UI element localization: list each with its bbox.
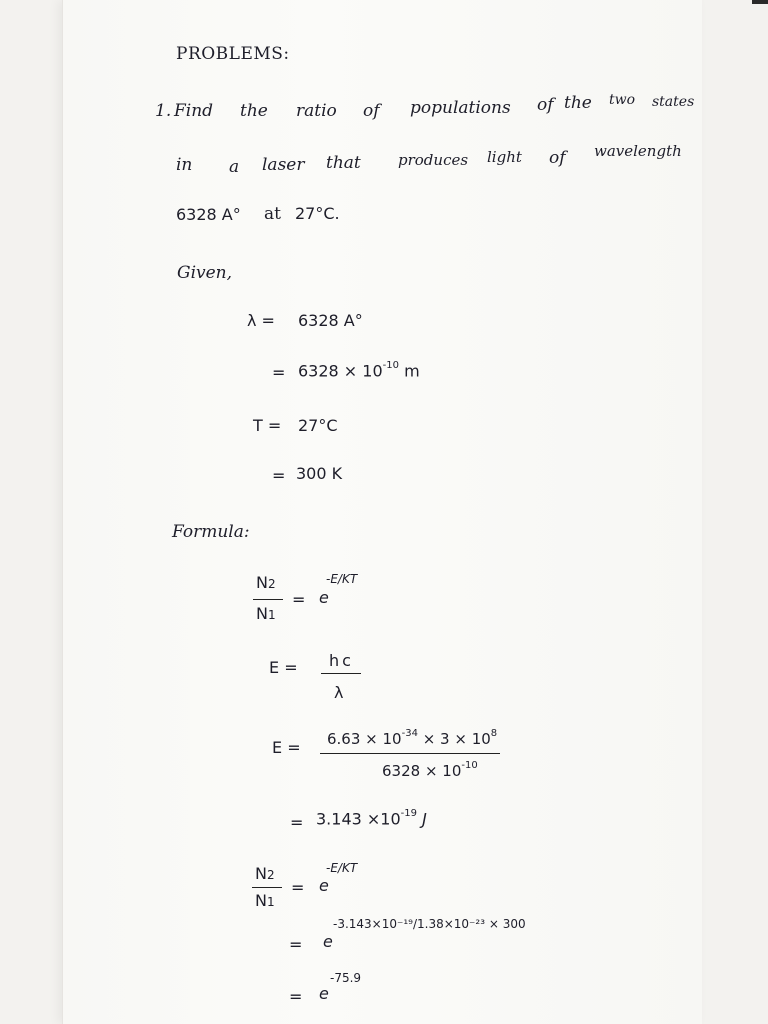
problem-word: the (240, 101, 268, 121)
energy-result (316, 808, 427, 829)
numerator-light-speed: × 3 × 10 (422, 730, 491, 748)
numerator-planck: 6.63 × 10 (327, 730, 402, 748)
n2-subscript: 2 (266, 868, 275, 882)
energy-result-exponent: -19 (400, 808, 417, 819)
fraction-bar (321, 673, 361, 674)
temperature-kelvin: 300 K (296, 464, 343, 483)
page-margin-line (62, 0, 63, 1024)
exponential-base: e (323, 932, 333, 951)
calc-denominator (382, 760, 478, 780)
temperature-lhs: T = (253, 416, 282, 435)
fraction-bar (252, 887, 282, 888)
fraction-bar (253, 599, 283, 600)
lambda-lhs: λ = (247, 311, 275, 330)
temperature-celsius: 27°C (298, 416, 338, 435)
problem-word: that (326, 153, 361, 173)
exponent: -E/KT (326, 861, 358, 875)
formula-label: Formula: (172, 522, 250, 542)
problem-word: the (564, 93, 592, 113)
n2-symbol: N (255, 864, 267, 883)
equals-sign: = (272, 363, 286, 382)
lambda-value: 6328 A° (298, 311, 363, 330)
problem-word: of (537, 95, 554, 115)
lambda-meters-base: 6328 × 10 (298, 361, 383, 381)
energy-result-unit: J (422, 809, 427, 829)
problem-word: of (549, 148, 566, 168)
problem-word: states (652, 94, 695, 110)
equals-sign: = (292, 590, 306, 609)
exponential-base: e (319, 876, 329, 895)
n2-subscript: 2 (267, 577, 276, 591)
heading: PROBLEMS: (176, 44, 290, 64)
problem-word: ratio (296, 101, 337, 121)
problem-word: laser (262, 155, 305, 175)
n1-subscript: 1 (267, 608, 276, 622)
n1-symbol: N (256, 604, 268, 623)
n1-subscript: 1 (266, 895, 275, 909)
exponential-base: e (319, 984, 329, 1003)
numerator-light-speed-exponent: 8 (490, 728, 498, 739)
equals-sign: = (290, 813, 304, 832)
problem-word: of (363, 101, 380, 121)
exponential-base: e (319, 588, 329, 607)
given-label: Given, (177, 263, 233, 283)
equals-sign: = (289, 935, 303, 954)
fraction-numerator (256, 575, 276, 591)
problem-value: 6328 A° (176, 205, 241, 224)
problem-word: light (487, 148, 522, 166)
n2-symbol: N (256, 573, 268, 592)
problem-word: populations (410, 98, 511, 118)
lambda-denominator: λ (334, 683, 344, 702)
lambda-meters (298, 360, 420, 381)
denominator-base: 6328 × 10 (382, 762, 462, 780)
problem-word: a (229, 157, 240, 177)
lambda-meters-exponent: -10 (382, 360, 399, 371)
fraction-denominator (256, 606, 276, 622)
problem-word: two (609, 92, 636, 108)
fraction-denominator (255, 893, 275, 909)
problem-word: Find (174, 101, 214, 121)
problem-word: produces (398, 151, 469, 169)
energy-lhs: E = (269, 658, 298, 677)
exponent-final: -75.9 (330, 971, 362, 985)
lambda-meters-unit: m (404, 361, 420, 381)
page-edge-mark (752, 0, 768, 4)
equals-sign: = (291, 878, 305, 897)
problem-word: wavelength (594, 142, 682, 160)
exponent-substituted: -3.143×10⁻¹⁹/1.38×10⁻²³ × 300 (333, 917, 526, 931)
n1-symbol: N (255, 891, 267, 910)
exponent: -E/KT (326, 572, 358, 586)
fraction-bar (320, 753, 500, 754)
fraction-numerator (255, 866, 275, 882)
numerator-planck-exponent: -34 (401, 728, 418, 739)
problem-number: 1. (155, 101, 172, 121)
energy-result-base: 3.143 ×10 (316, 809, 401, 829)
problem-word: at (264, 204, 281, 224)
problem-word: in (176, 155, 193, 175)
denominator-exponent: -10 (461, 760, 478, 771)
problem-value: 27°C. (295, 204, 340, 223)
planck-numerator: hc (329, 651, 354, 670)
calc-numerator (327, 728, 498, 748)
energy-lhs: E = (272, 738, 301, 757)
equals-sign: = (272, 466, 286, 485)
equals-sign: = (289, 987, 303, 1006)
